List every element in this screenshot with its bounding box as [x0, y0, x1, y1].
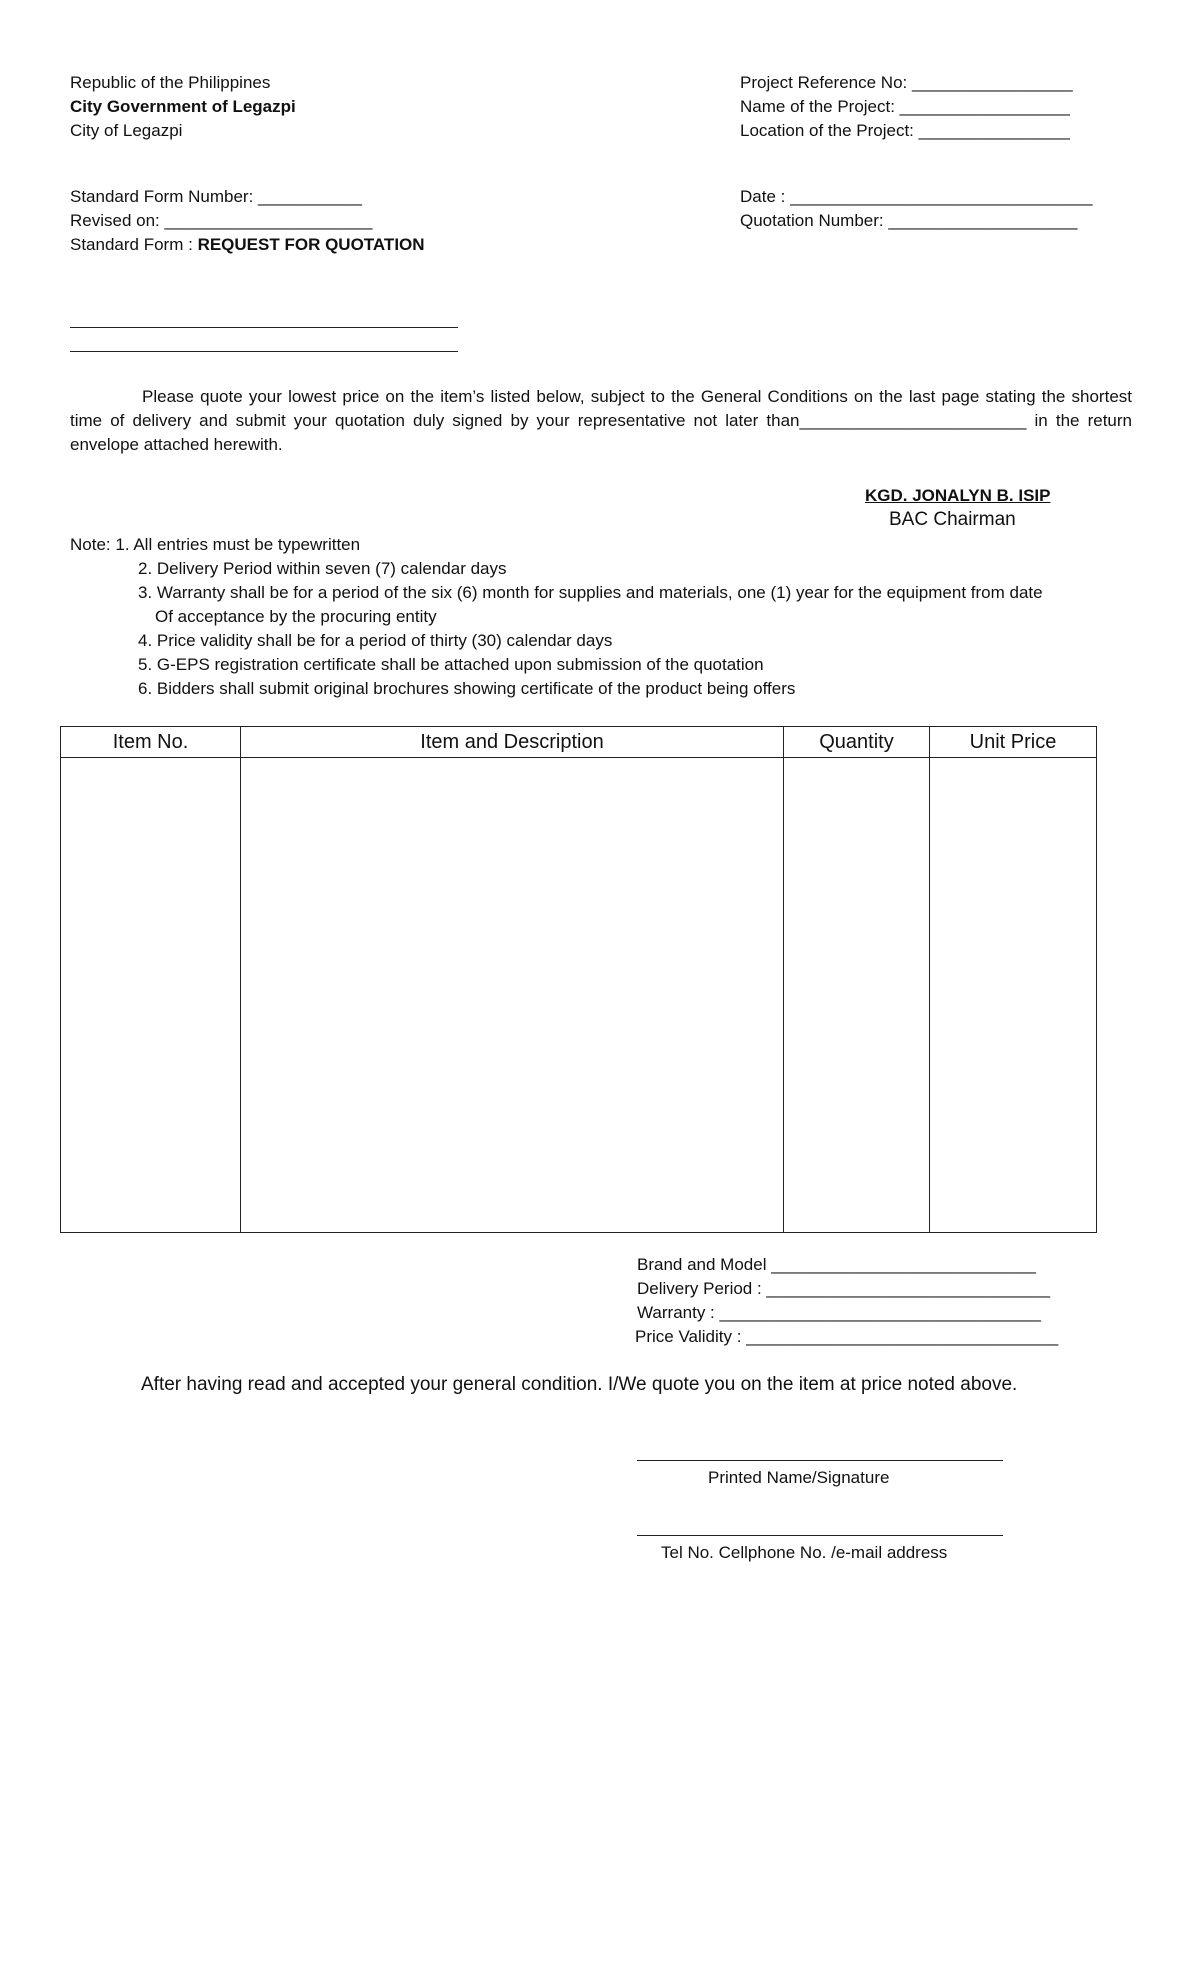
- note-item: 6. Bidders shall submit original brochures showing certificate of the product being offers: [138, 679, 796, 698]
- closing-statement: After having read and accepted your general condition. I/We quote you on the item at price noted above.: [141, 1374, 1018, 1395]
- warranty-field: Warranty : __________________________________: [637, 1303, 1041, 1322]
- item-description-cell[interactable]: [241, 758, 784, 1233]
- table-header-row: [61, 727, 1097, 758]
- notes-list: [70, 533, 1043, 701]
- items-table: [60, 726, 1097, 1233]
- note-item: 2. Delivery Period within seven (7) calendar days: [138, 559, 507, 578]
- standard-form-number-field: Standard Form Number: ___________: [70, 187, 363, 206]
- form-title: REQUEST FOR QUOTATION: [197, 235, 425, 254]
- republic-label: Republic of the Philippines: [70, 73, 271, 92]
- note-prefix: Note:: [70, 535, 116, 554]
- contact-label: Tel No. Cellphone No. /e-mail address: [661, 1543, 948, 1562]
- request-paragraph: Please quote your lowest price on the item’s listed below, subject to the General Conditions on the last page stating the shortest time of delivery and submit your quotation duly signed by your representative not later than________________________ in the return envelope attached herewith.: [70, 387, 1132, 454]
- item-no-cell[interactable]: [61, 758, 241, 1233]
- note-item: 3. Warranty shall be for a period of the six (6) month for supplies and materials, one (1) year for the equipment from date: [138, 583, 1043, 602]
- standard-form-label: Standard Form :: [70, 235, 198, 254]
- table-row: [61, 758, 1097, 1233]
- revised-on-field: Revised on: ______________________: [70, 211, 373, 230]
- contact-line: [637, 1535, 1003, 1536]
- header-item-no: Item No.: [61, 727, 241, 758]
- brand-model-field: Brand and Model ____________________________: [637, 1255, 1036, 1274]
- standard-form-line: [70, 233, 425, 257]
- project-name-field: Name of the Project: __________________: [740, 97, 1070, 116]
- note-item: 4. Price validity shall be for a period of thirty (30) calendar days: [138, 631, 613, 650]
- delivery-period-field: Delivery Period : ______________________________: [637, 1279, 1051, 1298]
- city-government-label: City Government of Legazpi: [70, 97, 296, 116]
- price-validity-field: Price Validity : _________________________________: [635, 1327, 1059, 1346]
- printed-name-label: Printed Name/Signature: [708, 1468, 890, 1487]
- addressee-line-2: [70, 351, 458, 352]
- addressee-line-1: [70, 327, 458, 328]
- header-quantity: Quantity: [784, 727, 930, 758]
- date-field: Date : ________________________________: [740, 187, 1093, 206]
- header-unit-price: Unit Price: [930, 727, 1097, 758]
- signatory-name: KGD. JONALYN B. ISIP: [865, 486, 1051, 505]
- quotation-number-field: Quotation Number: ____________________: [740, 211, 1078, 230]
- signature-line: [637, 1460, 1003, 1461]
- note-item: 5. G-EPS registration certificate shall be attached upon submission of the quotation: [138, 655, 764, 674]
- note-item: Note: 1. All entries must be typewritten: [70, 535, 361, 554]
- project-location-field: Location of the Project: ________________: [740, 121, 1070, 140]
- unit-price-cell[interactable]: [930, 758, 1097, 1233]
- project-reference-field: Project Reference No: _________________: [740, 73, 1073, 92]
- note-item-continuation: Of acceptance by the procuring entity: [155, 607, 437, 626]
- quantity-cell[interactable]: [784, 758, 930, 1233]
- signatory-title: BAC Chairman: [889, 509, 1016, 530]
- city-label: City of Legazpi: [70, 121, 183, 140]
- header-item-description: Item and Description: [241, 727, 784, 758]
